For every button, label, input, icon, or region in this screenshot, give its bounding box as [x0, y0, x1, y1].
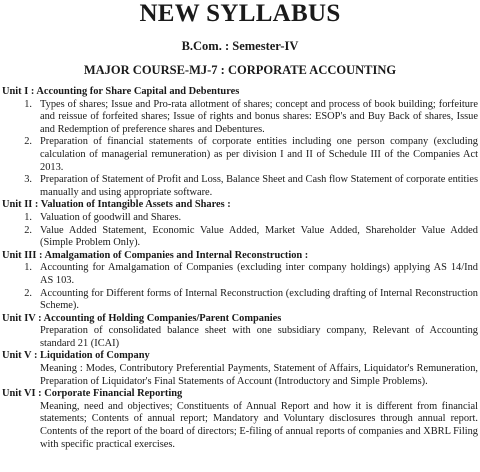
- item-text: Types of shares; Issue and Pro-rata allotment of shares; concept and process of book building; forfeiture and reissue of forfeited shares; Issue of rights and bonus shares: ESOP's and Buy Back of shares, Issue and Redemption of preference shares and Debentures.: [40, 98, 478, 135]
- item-text: Accounting for Different forms of Internal Reconstruction (excluding drafting of Internal Reconstruction Scheme).: [40, 287, 478, 312]
- item-number: 1.: [24, 262, 32, 274]
- item-number: 1.: [24, 98, 32, 110]
- unit-6: [2, 388, 478, 451]
- item-number: 3.: [24, 174, 32, 186]
- unit-3: [2, 250, 478, 313]
- item-text: Valuation of goodwill and Shares.: [40, 211, 182, 223]
- unit-1: [2, 86, 478, 199]
- unit-2: [2, 199, 478, 249]
- unit-paragraph: Meaning : Modes, Contributory Preferential Payments, Statement of Affairs, Liquidator's Remuneration, Preparation of Liquidator's Final Statements of Account (Introductory and Simple Problems).: [40, 363, 478, 387]
- unit-heading: Unit VI : Corporate Financial Reporting: [2, 388, 183, 400]
- list-item: [2, 225, 478, 250]
- item-text: Preparation of Statement of Profit and Loss, Balance Sheet and Cash flow Statement of corporate entities manually and using appropriate software.: [40, 174, 478, 198]
- unit-paragraph: Preparation of consolidated balance sheet with one subsidiary company, Relevant of Accounting standard 21 (ICAI): [40, 325, 478, 349]
- unit-heading: Unit I : Accounting for Share Capital and Debentures: [2, 86, 240, 97]
- item-text: Accounting for Amalgamation of Companies (excluding inter company holdings) applying AS 14/Ind AS 103.: [40, 262, 478, 286]
- semester-heading: B.Com. : Semester-IV: [181, 39, 299, 53]
- list-item: [2, 174, 478, 199]
- unit-heading: Unit V : Liquidation of Company: [2, 350, 150, 362]
- list-item: [2, 262, 478, 287]
- unit-5: [2, 350, 478, 388]
- item-number: 2.: [24, 287, 32, 299]
- unit-4: [2, 313, 478, 351]
- item-number: 2.: [24, 136, 32, 148]
- unit-heading: Unit II : Valuation of Intangible Assets and Shares :: [2, 199, 231, 211]
- list-item: [2, 99, 478, 137]
- unit-paragraph: Meaning, need and objectives; Constituents of Annual Report and how it is different from financial statements; Contents of annual report; Mandatory and Voluntary disclosures through annual report. Contents of the report of the board of directors; E-filing of annual reports of companies and XBRL Filing with specific practical exercises.: [40, 400, 478, 450]
- list-item: [2, 136, 478, 174]
- course-heading: MAJOR COURSE-MJ-7 : CORPORATE ACCOUNTING: [83, 63, 397, 77]
- page-title: NEW SYLLABUS: [139, 0, 341, 27]
- unit-heading: Unit III : Amalgamation of Companies and Internal Reconstruction :: [2, 249, 309, 261]
- list-item: [2, 288, 478, 313]
- item-number: 2.: [24, 224, 32, 236]
- syllabus-body: [2, 86, 478, 451]
- item-text: Preparation of financial statements of corporate entities including one person company (excluding calculation of managerial remuneration) as per division I and II of Schedule III of the Companies Act 2013.: [40, 136, 478, 173]
- item-number: 1.: [24, 211, 32, 223]
- unit-heading: Unit IV : Accounting of Holding Companies/Parent Companies: [2, 312, 282, 324]
- item-text: Value Added Statement, Economic Value Added, Market Value Added, Shareholder Value Added (Simple Problem Only).: [40, 224, 478, 249]
- list-item: [2, 212, 478, 225]
